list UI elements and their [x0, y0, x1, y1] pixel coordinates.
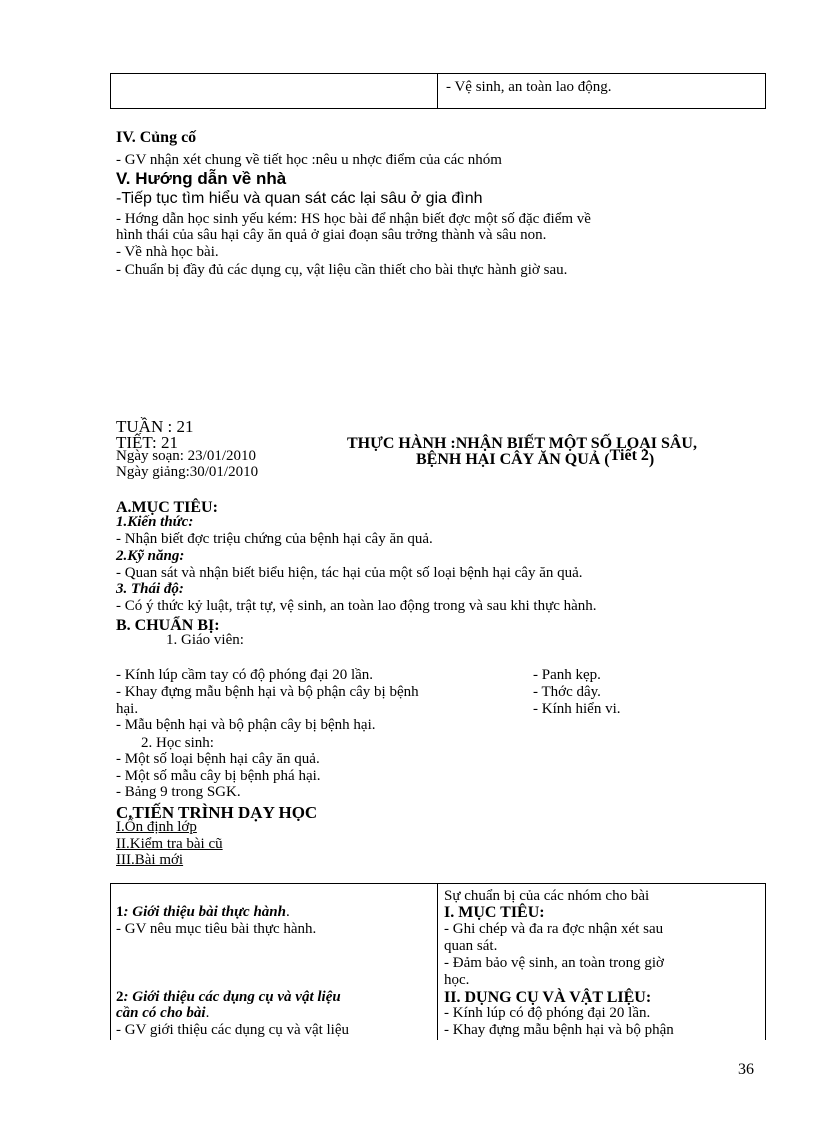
gv-right-item-3: - Kính hiển vi.: [533, 701, 621, 717]
activity-1-line: - GV nêu mục tiêu bài thực hành.: [116, 921, 317, 937]
right-line-2b: học.: [444, 972, 470, 988]
section4-line: - GV nhận xét chung về tiết học :nêu u nhợc điểm của các nhóm: [116, 152, 502, 168]
gv-right-item-1: - Panh kẹp.: [533, 667, 601, 683]
gv-item-3: - Mẫu bệnh hại và bộ phận cây bị bệnh hại.: [116, 717, 376, 733]
right-line-1a: - Ghi chép và đa ra đợc nhận xét sau: [444, 921, 664, 937]
gv-item-1: - Kính lúp cầm tay có độ phóng đại 20 lần.: [116, 667, 374, 683]
right-line-3: - Kính lúp có độ phóng đại 20 lần.: [444, 1005, 651, 1021]
thai-do-label: 3. Thái độ:: [116, 581, 184, 597]
section5-line-5: - Chuẩn bị đầy đủ các dụng cụ, vật liệu cần thiết cho bài thực hành giờ sau.: [116, 262, 568, 278]
kien-thuc-label: 1.Kiến thức:: [116, 514, 194, 530]
lesson-title-text: BỆNH HẠI CÂY ĂN QUẢ (: [416, 451, 610, 468]
right-line-2a: - Đảm bảo vệ sinh, an toàn trong giờ: [444, 955, 664, 971]
gv-right-item-2: - Thớc dây.: [533, 684, 601, 700]
activity-2-text-b: cần có cho bài: [116, 1005, 206, 1021]
gv-item-2-cont: hại.: [116, 701, 139, 717]
top-table-divider: [437, 73, 438, 109]
tiet-label: TIẾT: 21: [116, 433, 178, 452]
giao-vien-label: 1. Giáo viên:: [166, 632, 244, 648]
lesson-title-tiet: Tiết 2: [609, 447, 649, 464]
tuan-label: TUẦN : 21: [116, 417, 194, 436]
thai-do-text: - Có ý thức kỷ luật, trật tự, vệ sinh, an toàn lao động trong và sau khi thực hành.: [116, 598, 597, 614]
ky-nang-label: 2.Kỹ năng:: [116, 548, 185, 564]
activity-2-text-a: : Giới thiệu các dụng cụ và vật liệu: [123, 989, 341, 1005]
section4-heading: IV. Củng cố: [116, 129, 197, 146]
section5-line-4: - Về nhà học bài.: [116, 244, 219, 260]
activity-2-line: - GV giới thiệu các dụng cụ và vật liệu: [116, 1022, 350, 1038]
right-line-4: - Khay đựng mẫu bệnh hại và bộ phận: [444, 1022, 674, 1038]
lesson-title-line-1: THỰC HÀNH :NHẬN BIẾT MỘT SỐ LOẠI SÂU,: [347, 435, 697, 452]
top-table-right-cell: - Vệ sinh, an toàn lao động.: [446, 79, 612, 95]
tien-trinh-heading: C.TIẾN TRÌNH DẠY HỌC: [116, 803, 318, 822]
activity-1-num: 1: [116, 904, 124, 920]
muc-tieu-heading: A.MỤC TIÊU:: [116, 499, 218, 516]
section5-line-2: - Hớng dẫn học sinh yếu kém: HS học bài để nhận biết đợc một số đặc điểm về: [116, 211, 591, 227]
ngay-soan: Ngày soạn: 23/01/2010: [116, 448, 256, 464]
chuan-bi-heading: B. CHUẨN BỊ:: [116, 617, 220, 634]
right-heading-2: II. DỤNG CỤ VÀ VẬT LIỆU:: [444, 989, 652, 1006]
gv-item-2: - Khay đựng mẫu bệnh hại và bộ phận cây bị bệnh: [116, 684, 419, 700]
top-table: [110, 73, 766, 109]
right-intro: Sự chuẩn bị của các nhóm cho bài: [444, 888, 650, 904]
activity-2-title-b: cần có cho bài.: [116, 1005, 210, 1021]
section5-line-1: -Tiếp tục tìm hiểu và quan sát các lại sâu ở gia đình: [116, 190, 483, 207]
ky-nang-text: - Quan sát và nhận biết biểu hiện, tác hại của một số loại bệnh hại cây ăn quả.: [116, 565, 583, 581]
activity-1-title: 1: Giới thiệu bài thực hành.: [116, 904, 290, 920]
tien-trinh-item-3: III.Bài mới: [116, 852, 184, 868]
activity-1-text: : Giới thiệu bài thực hành: [123, 904, 286, 920]
activity-2-num: 2: [116, 989, 124, 1005]
kien-thuc-text: - Nhận biết đợc triệu chứng của bệnh hại cây ăn quả.: [116, 531, 433, 547]
hs-item-1: - Một số loại bệnh hại cây ăn quả.: [116, 751, 320, 767]
section5-line-3: hình thái của sâu hại cây ăn quả ở giai đoạn sâu trởng thành và sâu non.: [116, 227, 547, 243]
right-heading-1: I. MỤC TIÊU:: [444, 904, 545, 921]
hs-item-2: - Một số mẫu cây bị bệnh phá hại.: [116, 768, 321, 784]
lesson-title-line-2: [416, 447, 655, 468]
lesson-title-close: ): [648, 451, 655, 468]
section5-heading: V. Hướng dẫn về nhà: [116, 169, 287, 188]
right-line-1b: quan sát.: [444, 938, 498, 954]
tien-trinh-item-2: II.Kiểm tra bài cũ: [116, 836, 223, 852]
ngay-giang: Ngày giảng:30/01/2010: [116, 464, 259, 480]
page-number: 36: [738, 1061, 754, 1078]
activity-2-title: [116, 990, 341, 1005]
bottom-table-divider: [437, 883, 438, 1040]
hoc-sinh-label: 2. Học sinh:: [141, 735, 214, 751]
hs-item-3: - Bảng 9 trong SGK.: [116, 784, 241, 800]
tien-trinh-item-1: I.Ổn định lớp: [116, 819, 197, 835]
